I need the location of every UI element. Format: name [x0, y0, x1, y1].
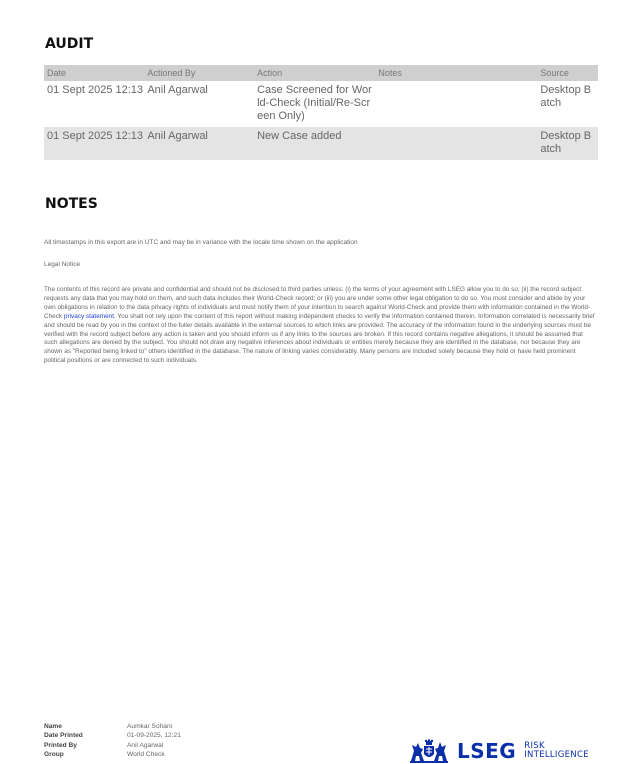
cell-source: Desktop Batch [537, 127, 598, 160]
column-header-date: Date [44, 65, 144, 81]
table-row [44, 81, 598, 127]
meta-row-date-printed [44, 731, 181, 740]
meta-label: Group [44, 750, 64, 758]
meta-row-name [44, 722, 181, 731]
table-row [44, 127, 598, 160]
column-header-source: Source [537, 65, 598, 81]
notes-section-title: NOTES [45, 196, 98, 212]
meta-label: Date Printed [44, 732, 83, 740]
legal-notice-text [44, 286, 598, 366]
print-metadata [44, 722, 181, 759]
meta-row-printed-by [44, 741, 181, 750]
cell-actioned-by: Anil Agarwal [147, 84, 208, 96]
legal-text-part-2: . You shall not rely upon the content of this report without making independent checks to verify the information contained therein. Information correlated is necessarily brief and should be read by you in the context of the fuller details available in the external sources to which links are provided. The accuracy of the information found in the underlying sources must be verified with the record subject before any action is taken and you should inform us if any links to the sources are broken. If this record contains negative allegations, it should be assumed that such allegations are denied by the subject. You should not draw any negative inferences about individuals or entities merely because they are identified in the database, nor because they are shown as "Reported being linked to" others identified in the database. The nature of linking varies considerably. Many persons are included solely because they hold or have held prominent political positions or are connected to such individuals. [44, 312, 595, 365]
cell-notes [375, 81, 537, 127]
logo-sub-risk: RISK [524, 741, 545, 751]
audit-header-row [44, 65, 598, 81]
column-header-action: Action [254, 65, 375, 81]
meta-label: Printed By [44, 741, 77, 749]
logo-subtitle [524, 742, 589, 760]
cell-source: Desktop Batch [540, 84, 592, 109]
column-header-notes: Notes [375, 65, 537, 81]
privacy-statement-link[interactable]: privacy statement [63, 312, 114, 320]
utc-timestamp-note: All timestamps in this export are in UTC and may be in variance with the locale time shown on the application [44, 239, 358, 246]
legal-notice-label: Legal Notice [44, 261, 81, 268]
meta-value: Anil Agarwal [127, 741, 164, 749]
meta-value: Aumkar Sohani [127, 723, 173, 730]
cell-date: 01 Sept 2025 12:13 [47, 84, 144, 96]
meta-row-group [44, 750, 181, 759]
cell-actioned-by: Anil Agarwal [144, 127, 254, 160]
cell-notes [375, 127, 537, 160]
meta-value: 01-09-2025, 12:21 [127, 732, 181, 740]
column-header-actioned-by: Actioned By [144, 65, 254, 81]
cell-action: New Case added [254, 127, 375, 160]
legal-text-part-1: The contents of this record are private and confidential and should not be disclosed to third parties unless: (i) the terms of your agreement with LSEG allow you to do so; (ii) the record subject requests any data that you may hold on them, and such data includes their World-Check record; or (iii) you are under some other legal obligation to do so. You must consider and abide by your own obligations in relation to the data privacy rights of individuals and must notify them of your intention to search against World-Check and provide them with information contained in the World-Check [44, 286, 591, 320]
audit-section-title: AUDIT [45, 36, 94, 52]
meta-value: World Check [127, 750, 165, 758]
lion-unicorn-crest-icon [409, 739, 449, 763]
cell-action: Case Screened for World-Check (Initial/Re-Screen Only) [257, 84, 372, 122]
audit-table [44, 65, 598, 160]
logo-sub-intelligence: INTELLIGENCE [524, 750, 589, 760]
meta-label: Name [44, 723, 62, 730]
cell-date: 01 Sept 2025 12:13 [44, 127, 144, 160]
logo-wordmark: LSEG [457, 739, 517, 763]
lseg-risk-intelligence-logo [409, 738, 599, 764]
